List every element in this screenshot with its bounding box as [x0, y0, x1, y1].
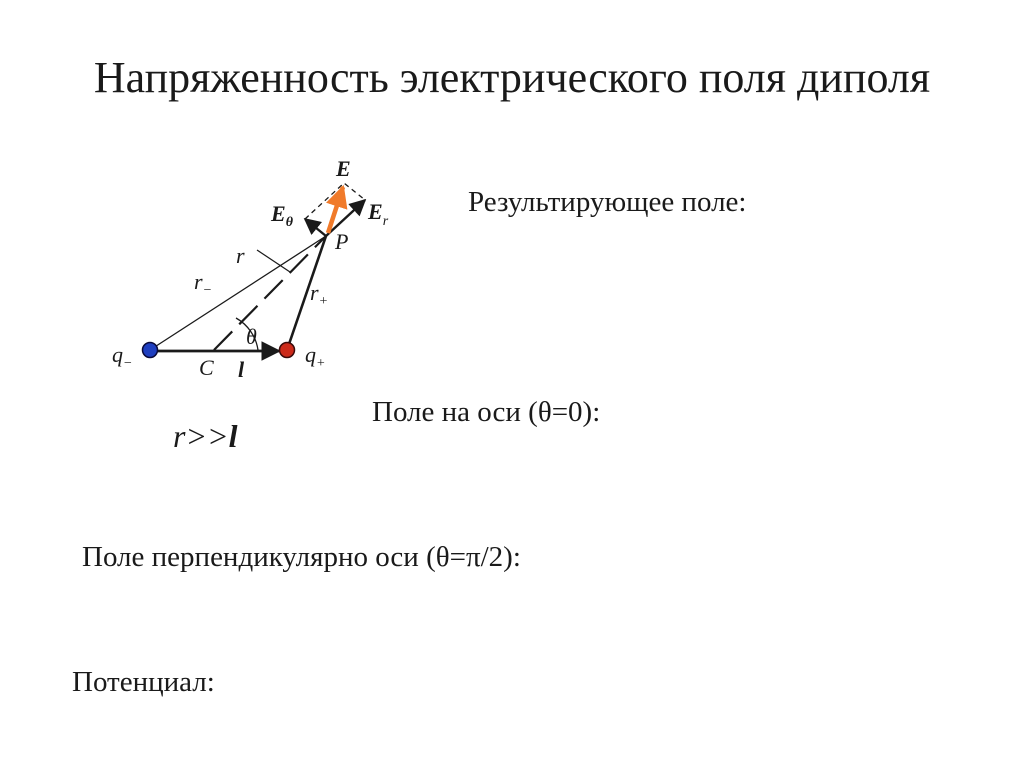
slide-title: Напряженность электрического поля диполя: [93, 53, 931, 102]
condition-r-much-greater-l: [173, 418, 238, 455]
q-minus-label: $q_-$: [112, 342, 133, 371]
condition-op: >>: [185, 418, 229, 454]
condition-r: r: [173, 418, 186, 454]
e-theta-vector: [305, 219, 326, 236]
negative-charge: [143, 343, 158, 358]
condition-l: l: [228, 418, 238, 454]
p-label: P: [335, 229, 349, 254]
perpendicular-tick: [257, 250, 290, 272]
resultant-field-label: Результирующее поле:: [468, 186, 747, 218]
e-label: E: [336, 156, 351, 181]
e-theta-label: $E_\theta$: [271, 201, 293, 230]
potential-label: Потенциал:: [72, 666, 215, 698]
r-plus-label: $r_+$: [310, 280, 329, 309]
r-label: r: [236, 243, 245, 268]
c-label: C: [199, 355, 214, 380]
e-r-label: $E_r$: [368, 199, 389, 229]
q-plus-label: $q_+$: [305, 342, 326, 371]
theta-label: θ: [246, 324, 257, 349]
r-minus-label: $r_-$: [194, 269, 213, 298]
l-label: l: [238, 357, 245, 382]
positive-charge: [280, 343, 295, 358]
on-axis-field-label: Поле на оси (θ=0):: [372, 396, 601, 428]
r-plus-line: [287, 236, 329, 350]
perpendicular-field-label: Поле перпендикулярно оси (θ=π/2):: [82, 541, 521, 573]
